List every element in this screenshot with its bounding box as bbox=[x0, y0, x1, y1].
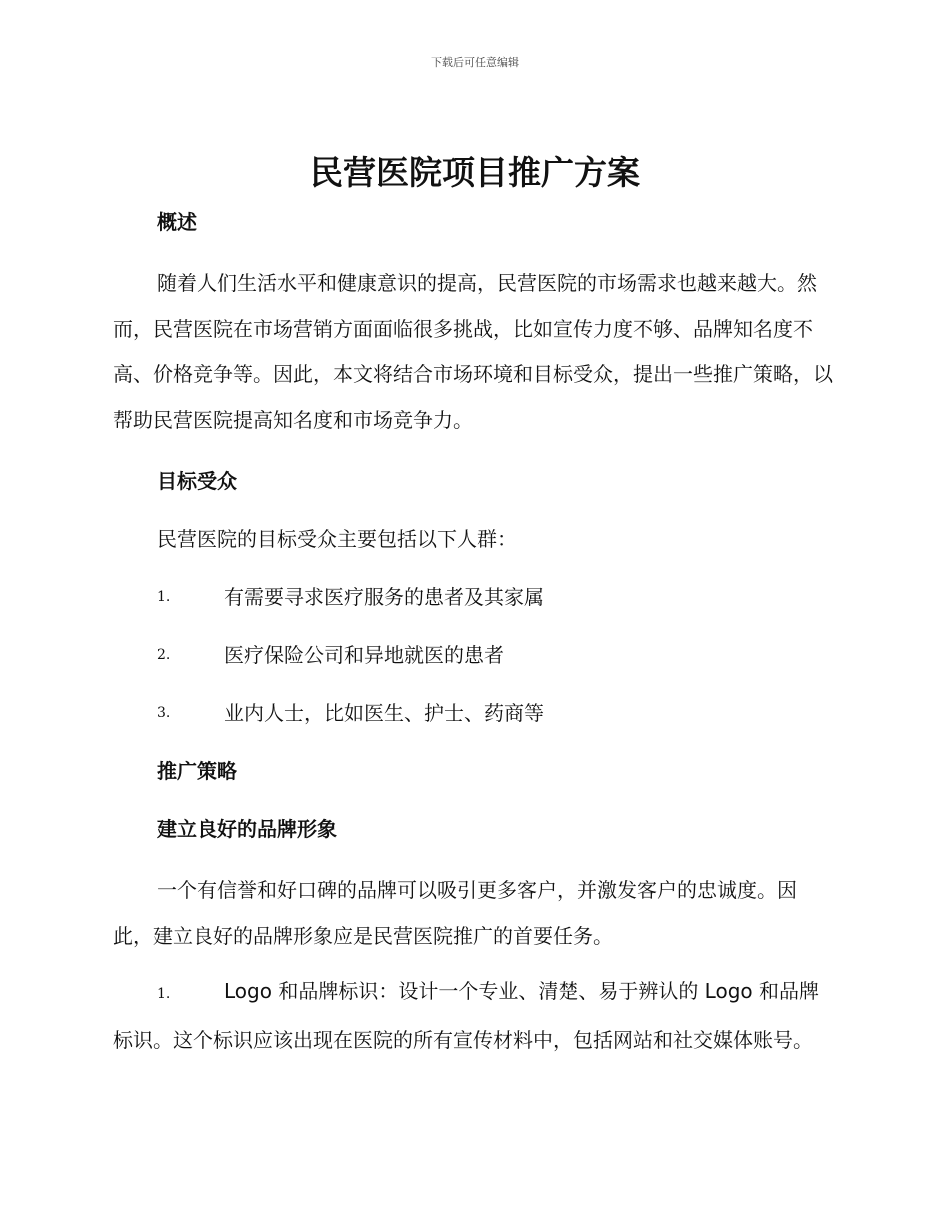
document-body bbox=[113, 203, 833, 1063]
list-item bbox=[113, 578, 833, 616]
list-number: 1. bbox=[157, 589, 171, 605]
audience-intro: 民营医院的目标受众主要包括以下人群： bbox=[157, 527, 517, 551]
section-heading-strategy: 推广策略 bbox=[157, 759, 237, 783]
spacer bbox=[113, 959, 833, 969]
spacer bbox=[113, 732, 833, 752]
list-number: 3. bbox=[157, 705, 171, 721]
list-text: Logo 和品牌标识：设计一个专业、清楚、易于辨认的 Logo 和品牌标识。这个标识应该出现在医院的所有宣传材料中，包括网站和社交媒体账号。 bbox=[113, 979, 819, 1052]
list-text: 有需要寻求医疗服务的患者及其家属 bbox=[224, 585, 544, 609]
page-header: 下载后可任意编辑 bbox=[431, 56, 519, 69]
list-text: 医疗保险公司和异地就医的患者 bbox=[224, 643, 504, 667]
spacer bbox=[113, 500, 833, 520]
spacer bbox=[113, 790, 833, 810]
subsection-heading-brand: 建立良好的品牌形象 bbox=[157, 817, 337, 841]
list-text: 业内人士，比如医生、护士、药商等 bbox=[224, 701, 544, 725]
document-title: 民营医院项目推广方案 bbox=[310, 153, 640, 192]
spacer bbox=[113, 674, 833, 694]
spacer bbox=[113, 443, 833, 462]
list-item bbox=[113, 636, 833, 674]
list-item bbox=[113, 694, 833, 732]
overview-paragraph: 随着人们生活水平和健康意识的提高，民营医院的市场需求也越来越大。然而，民营医院在市场营销方面面临很多挑战，比如宣传力度不够、品牌知名度不高、价格竞争等。因此，本文将结合市场环境和目标受众，提出一些推广策略，以帮助民营医院提高知名度和市场竞争力。 bbox=[113, 271, 833, 432]
list-number: 1. bbox=[157, 986, 171, 1002]
spacer bbox=[113, 558, 833, 578]
list-item bbox=[113, 969, 833, 1063]
section-heading-overview: 概述 bbox=[157, 210, 197, 234]
spacer bbox=[113, 241, 833, 261]
brand-paragraph: 一个有信誉和好口碑的品牌可以吸引更多客户，并激发客户的忠诚度。因此，建立良好的品牌形象应是民营医院推广的首要任务。 bbox=[113, 878, 797, 948]
section-heading-audience: 目标受众 bbox=[157, 469, 237, 493]
spacer bbox=[113, 848, 833, 868]
spacer bbox=[113, 616, 833, 636]
list-number: 2. bbox=[157, 647, 171, 663]
